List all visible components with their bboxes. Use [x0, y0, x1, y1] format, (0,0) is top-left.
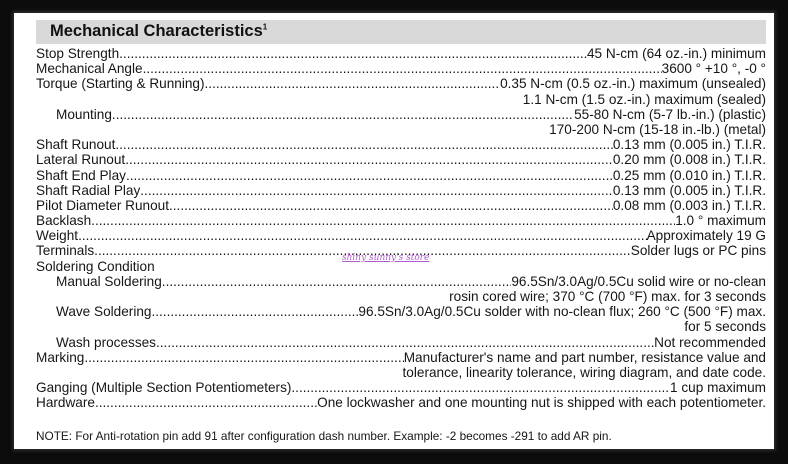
- dot-leader: [151, 304, 358, 319]
- spec-row: [36, 76, 766, 91]
- spec-row-continuation: [36, 365, 766, 380]
- spec-row: [36, 198, 766, 213]
- spec-label: Lateral Runout: [36, 152, 126, 168]
- spec-row: [36, 274, 766, 289]
- spec-row: [36, 183, 766, 198]
- spec-value: 55-80 N-cm (5-7 lb.-in.) (plastic): [574, 106, 766, 122]
- spec-value: 1.0 ° maximum: [675, 213, 766, 229]
- dot-leader: [78, 228, 647, 243]
- spec-value: tolerance, linearity tolerance, wiring diagram, and date code.: [402, 364, 766, 380]
- spec-value: 45 N-cm (64 oz.-in.) minimum: [586, 46, 766, 61]
- dot-leader: [140, 183, 613, 198]
- spec-label: Shaft End Play: [36, 167, 126, 183]
- spec-row-continuation: [36, 319, 766, 334]
- spec-row: [36, 335, 766, 350]
- dot-leader: [205, 76, 501, 91]
- spec-label: Stop Strength: [36, 46, 120, 61]
- spec-row: [36, 61, 766, 76]
- dot-leader: [126, 168, 613, 183]
- spec-label: Terminals: [36, 243, 95, 259]
- dot-leader: [162, 274, 512, 289]
- spec-row: [36, 137, 766, 152]
- dot-leader: [115, 137, 613, 152]
- spec-value: Solder lugs or PC pins: [630, 243, 766, 259]
- spec-label: Wave Soldering: [56, 304, 152, 320]
- spec-row: [36, 395, 766, 410]
- spec-sheet: [14, 13, 774, 449]
- spec-label: Mechanical Angle: [36, 61, 143, 77]
- dot-leader: [125, 152, 613, 167]
- dot-leader: [156, 335, 654, 350]
- spec-row: [36, 304, 766, 319]
- footnote-marker: 1: [262, 22, 268, 32]
- spec-value: 96.5Sn/3.0Ag/0.5Cu solder with no-clean flux; 260 °C (500 °F) max.: [358, 304, 766, 320]
- footnote: NOTE: For Anti-rotation pin add 91 after configuration dash number. Example: -2 becomes -291 to add AR pin.: [36, 429, 612, 443]
- dot-leader: [91, 213, 675, 228]
- spec-label: Shaft Radial Play: [36, 182, 141, 198]
- section-title-text: Mechanical Characteristics: [50, 22, 263, 40]
- section-title: [50, 22, 267, 41]
- spec-label: Ganging (Multiple Section Potentiometers): [36, 380, 292, 396]
- spec-label: Backlash: [36, 213, 92, 229]
- spec-row-continuation: [36, 122, 766, 137]
- spec-label: Shaft Runout: [36, 137, 116, 153]
- spec-value: 0.25 mm (0.010 in.) T.I.R.: [612, 167, 766, 183]
- spec-value: 1 cup maximum: [670, 380, 766, 396]
- spec-label: Pilot Diameter Runout: [36, 197, 169, 213]
- spec-row: [36, 46, 766, 61]
- spec-label: Mounting: [56, 106, 112, 122]
- spec-row: [36, 168, 766, 183]
- dot-leader: [143, 61, 662, 76]
- spec-row: [36, 107, 766, 122]
- spec-label: Hardware: [36, 395, 95, 411]
- dot-leader: [95, 395, 317, 410]
- spec-list: [36, 46, 766, 411]
- spec-value: Not recommended: [654, 334, 766, 350]
- spec-label: Wash processes: [56, 334, 156, 350]
- spec-value: 1.1 N-cm (1.5 oz.-in.) maximum (sealed): [522, 91, 766, 107]
- spec-label: Manual Soldering: [56, 273, 162, 289]
- spec-value: 0.20 mm (0.008 in.) T.I.R.: [612, 152, 766, 168]
- spec-value: 3600 ° +10 °, -0 °: [661, 61, 766, 77]
- spec-row: [36, 228, 766, 243]
- spec-value: One lockwasher and one mounting nut is shipped with each potentiometer.: [317, 395, 766, 411]
- spec-value: Approximately 19 G: [646, 228, 766, 244]
- spec-value: 0.13 mm (0.005 in.) T.I.R.: [612, 137, 766, 153]
- spec-label: Marking: [36, 349, 85, 365]
- section-header: [36, 20, 766, 44]
- spec-value: 170-200 N-cm (15-18 in.-lb.) (metal): [549, 121, 766, 137]
- dot-leader: [169, 198, 613, 213]
- dot-leader: [84, 350, 403, 365]
- store-watermark: shiny sunny's store: [342, 253, 430, 263]
- spec-row-continuation: [36, 92, 766, 107]
- spec-label: Weight: [36, 228, 79, 244]
- spec-row-continuation: [36, 289, 766, 304]
- spec-row: [36, 350, 766, 365]
- spec-value: Manufacturer's name and part number, resistance value and: [403, 349, 766, 365]
- spec-row: [36, 380, 766, 395]
- dot-leader: [119, 46, 587, 61]
- spec-label: Torque (Starting & Running): [36, 76, 205, 92]
- dot-leader: [291, 380, 670, 395]
- spec-value: 0.13 mm (0.005 in.) T.I.R.: [612, 182, 766, 198]
- spec-value: 0.08 mm (0.003 in.) T.I.R.: [612, 197, 766, 213]
- spec-value: for 5 seconds: [684, 319, 766, 335]
- dot-leader: [112, 107, 574, 122]
- spec-value: rosin cored wire; 370 °C (700 °F) max. for 3 seconds: [449, 289, 766, 304]
- spec-value: 0.35 N-cm (0.5 oz.-in.) maximum (unsealed): [500, 76, 766, 92]
- spec-label: Soldering Condition: [36, 258, 155, 274]
- spec-row: [36, 213, 766, 228]
- spec-row: [36, 152, 766, 167]
- spec-value: 96.5Sn/3.0Ag/0.5Cu solid wire or no-clean: [511, 273, 766, 289]
